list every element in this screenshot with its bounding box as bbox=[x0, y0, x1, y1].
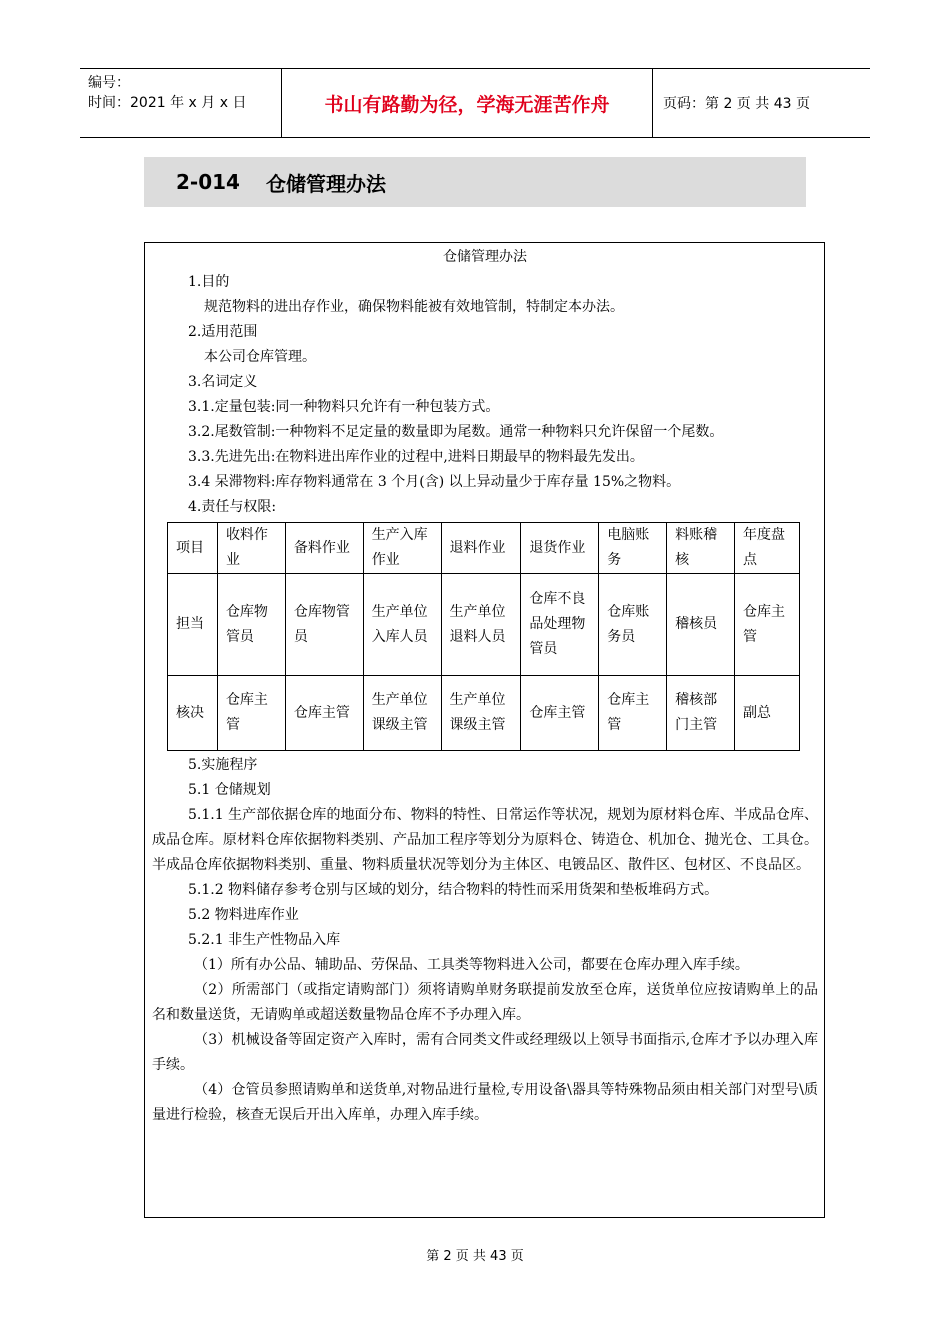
header-page-info: 页码：第 2 页 共 43 页 bbox=[663, 96, 810, 112]
table-cell: 仓库主管 bbox=[521, 676, 599, 751]
definition-item: 3.3.先进先出:在物料进出库作业的过程中,进料日期最早的物料最先发出。 bbox=[188, 449, 644, 465]
document-title: 仓储管理办法 bbox=[443, 249, 527, 265]
purpose-text: 规范物料的进出存作业，确保物料能被有效地管制，特制定本办法。 bbox=[204, 299, 624, 315]
table-cell: 年度盘点 bbox=[735, 523, 800, 574]
table-cell: 担当 bbox=[168, 574, 218, 676]
paragraph: （3）机械设备等固定资产入库时，需有合同类文件或经理级以上领导书面指示,仓库才予以办理入库手续。 bbox=[152, 1032, 818, 1073]
table-cell: 生产单位入库人员 bbox=[363, 574, 441, 676]
document-body bbox=[152, 245, 818, 1128]
heading-storage-planning: 5.1 仓储规划 bbox=[188, 782, 271, 798]
heading-non-production-inbound: 5.2.1 非生产性物品入库 bbox=[188, 932, 341, 948]
paragraph: （2）所需部门（或指定请购部门）须将请购单财务联提前发放至仓库，送货单位应按请购单上的品名和数量送货，无请购单或超送数量物品仓库不予办理入库。 bbox=[152, 982, 818, 1023]
table-cell: 稽核员 bbox=[667, 574, 735, 676]
table-cell: 仓库物管员 bbox=[285, 574, 363, 676]
scope-text: 本公司仓库管理。 bbox=[204, 349, 316, 365]
table-cell: 生产入库作业 bbox=[363, 523, 441, 574]
table-cell: 仓库物管员 bbox=[217, 574, 285, 676]
page-footer: 第 2 页 共 43 页 bbox=[426, 1249, 524, 1264]
heading-inbound: 5.2 物料进库作业 bbox=[188, 907, 299, 923]
heading-definitions: 3.名词定义 bbox=[188, 374, 258, 390]
paragraph: （1）所有办公品、辅助品、劳保品、工具类等物料进入公司，都要在仓库办理入库手续。 bbox=[194, 957, 749, 973]
header-meta bbox=[80, 69, 282, 137]
table-cell: 备料作业 bbox=[285, 523, 363, 574]
table-cell: 核决 bbox=[168, 676, 218, 751]
table-header-row bbox=[168, 523, 800, 574]
definition-item: 3.2.尾数管制:一种物料不足定量的数量即为尾数。通常一种物料只允许保留一个尾数。 bbox=[188, 424, 724, 440]
table-cell: 项目 bbox=[168, 523, 218, 574]
heading-procedure: 5.实施程序 bbox=[188, 757, 258, 773]
table-cell: 仓库主管 bbox=[735, 574, 800, 676]
time-label: 时间：2021 年 x 月 x 日 bbox=[88, 95, 247, 111]
definition-item: 3.1.定量包装:同一种物料只允许有一种包装方式。 bbox=[188, 399, 500, 415]
section-title-bar bbox=[144, 157, 806, 207]
table-cell: 仓库主管 bbox=[217, 676, 285, 751]
heading-responsibility: 4.责任与权限: bbox=[188, 499, 277, 515]
table-cell: 生产单位课级主管 bbox=[363, 676, 441, 751]
section-title: 仓储管理办法 bbox=[265, 171, 386, 196]
table-cell: 生产单位课级主管 bbox=[441, 676, 521, 751]
definition-item: 3.4 呆滞物料:库存物料通常在 3 个月(含) 以上异动量少于库存量 15%之物料。 bbox=[188, 474, 681, 490]
page-header bbox=[80, 68, 870, 138]
table-cell: 退货作业 bbox=[521, 523, 599, 574]
table-cell: 仓库账务员 bbox=[599, 574, 667, 676]
number-label: 编号： bbox=[88, 75, 130, 91]
header-motto: 书山有路勤为径，学海无涯苦作舟 bbox=[282, 69, 653, 137]
table-cell: 仓库主管 bbox=[285, 676, 363, 751]
table-row bbox=[168, 574, 800, 676]
heading-purpose: 1.目的 bbox=[188, 274, 230, 290]
table-row bbox=[168, 676, 800, 751]
table-cell: 电脑账务 bbox=[599, 523, 667, 574]
table-cell: 仓库主管 bbox=[599, 676, 667, 751]
section-code: 2-014 bbox=[176, 170, 240, 194]
table-cell: 退料作业 bbox=[441, 523, 521, 574]
table-cell: 料账稽核 bbox=[667, 523, 735, 574]
heading-scope: 2.适用范围 bbox=[188, 324, 258, 340]
table-cell: 仓库不良品处理物管员 bbox=[521, 574, 599, 676]
table-cell: 收料作业 bbox=[217, 523, 285, 574]
paragraph: 5.1.1 生产部依据仓库的地面分布、物料的特性、日常运作等状况，规划为原材料仓库、半成品仓库、成品仓库。原材料仓库依据物料类别、产品加工程序等划分为原料仓、铸造仓、机加仓、抛光仓、工具仓。半成品仓库依据物料类别、重量、物料质量状况等划分为主体区、电镀品区、散件区、包材区、不良品区。 bbox=[152, 807, 818, 873]
paragraph: （4）仓管员参照请购单和送货单,对物品进行量检,专用设备\器具等特殊物品须由相关部门对型号\质量进行检验，核查无误后开出入库单，办理入库手续。 bbox=[152, 1082, 818, 1123]
table-cell: 副总 bbox=[735, 676, 800, 751]
paragraph: 5.1.2 物料储存参考仓别与区域的划分，结合物料的特性而采用货架和垫板堆码方式。 bbox=[188, 882, 719, 898]
responsibility-table bbox=[167, 522, 800, 751]
table-cell: 生产单位退料人员 bbox=[441, 574, 521, 676]
table-cell: 稽核部门主管 bbox=[667, 676, 735, 751]
